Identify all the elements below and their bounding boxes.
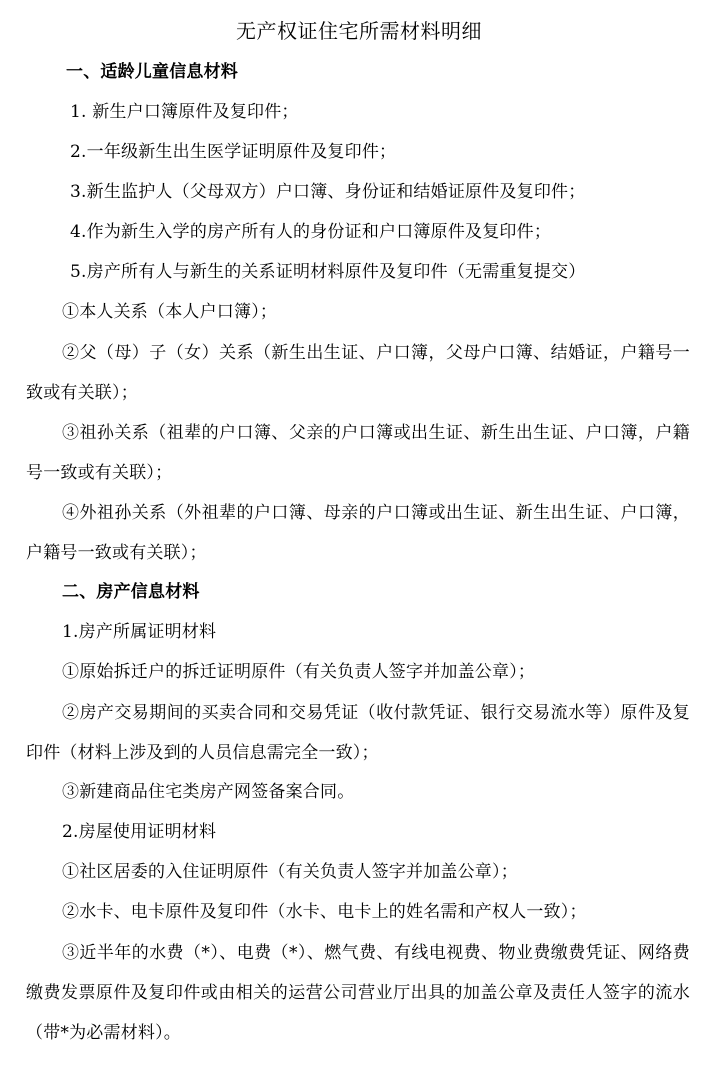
property-ownership-proof: 1.房产所属证明材料 — [62, 622, 217, 642]
community-residence-proof: ①社区居委的入住证明原件（有关负责人签字并加盖公章）； — [62, 862, 518, 882]
section1-item-4: 4.作为新生入学的房产所有人的身份证和户口簿原件及复印件； — [70, 222, 552, 242]
section1-item-1: 1. 新生户口簿原件及复印件； — [70, 102, 299, 122]
residence-use-proof: 2.房屋使用证明材料 — [62, 822, 217, 842]
transaction-contract: ②房产交易期间的买卖合同和交易凭证（收付款凭证、银行交易流水等）原件及复印件（材料上涉及到的人员信息需完全一致）； — [26, 703, 690, 763]
section1-item-2: 2.一年级新生出生医学证明原件及复印件； — [70, 142, 397, 162]
relation-maternal-grandparent: ④外祖孙关系（外祖辈的户口簿、母亲的户口簿或出生证、新生出生证、户口簿，户籍号一致或有关联）； — [26, 503, 690, 563]
relation-self: ①本人关系（本人户口簿）； — [62, 302, 278, 322]
online-filing-contract: ③新建商品住宅类房产网签备案合同。 — [62, 782, 355, 802]
document-title: 无产权证住宅所需材料明细 — [236, 19, 482, 43]
section1-item-5: 5.房产所有人与新生的关系证明材料原件及复印件（无需重复提交） — [70, 262, 586, 282]
section1-item-3: 3.新生监护人（父母双方）户口簿、身份证和结婚证原件及复印件； — [70, 182, 586, 202]
demolition-proof: ①原始拆迁户的拆迁证明原件（有关负责人签字并加盖公章）； — [62, 662, 536, 682]
section2-heading: 二、房产信息材料 — [62, 582, 200, 602]
water-electric-cards: ②水卡、电卡原件及复印件（水卡、电卡上的姓名需和产权人一致）； — [62, 902, 587, 922]
relation-grandparent: ③祖孙关系（祖辈的户口簿、父亲的户口簿或出生证、新生出生证、户口簿，户籍号一致或有关联）； — [26, 423, 690, 483]
section1-heading: 一、适龄儿童信息材料 — [66, 62, 238, 82]
utility-bills: ③近半年的水费（*）、电费（*）、燃气费、有线电视费、物业费缴费凭证、网络费缴费发票原件及复印件或由相关的运营公司营业厅出具的加盖公章及责任人签字的流水（带*为必需材料）。 — [26, 943, 690, 1043]
relation-parent-child: ②父（母）子（女）关系（新生出生证、户口簿，父母户口簿、结婚证，户籍号一致或有关联）； — [26, 343, 690, 403]
